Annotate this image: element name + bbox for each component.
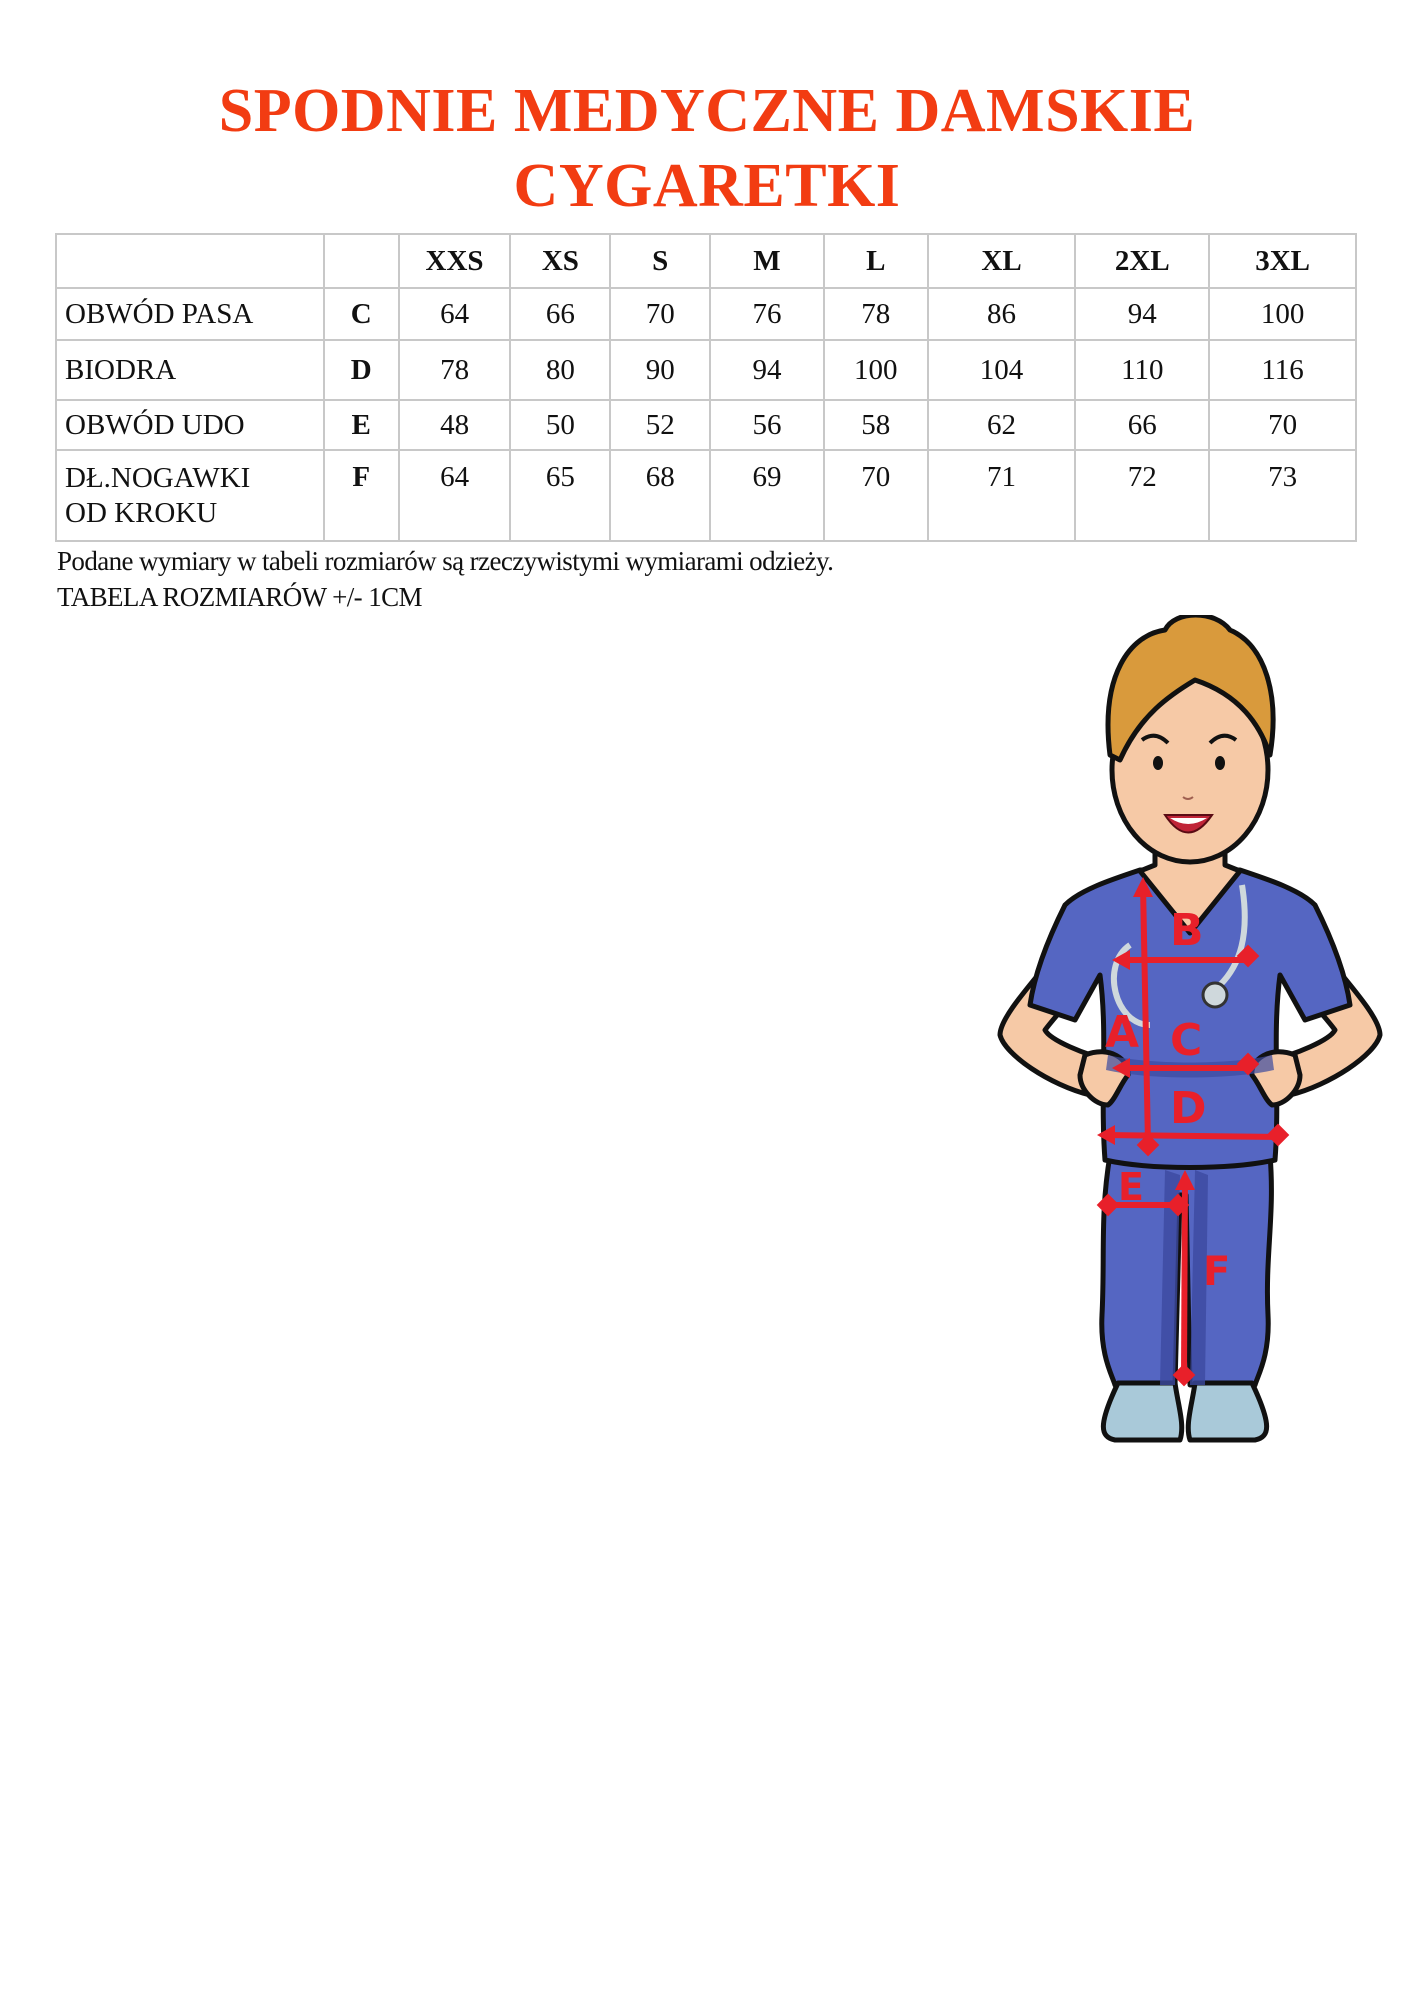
table-row: [56, 288, 1356, 340]
table-cell: 62: [928, 400, 1076, 450]
row-label: BIODRA: [56, 340, 324, 400]
table-cell: 94: [710, 340, 824, 400]
table-cell: 50: [510, 400, 610, 450]
header-empty-cell: [56, 234, 324, 288]
size-header: XS: [510, 234, 610, 288]
size-header: XL: [928, 234, 1076, 288]
measure-line-d: [1105, 1135, 1280, 1137]
marker-e: E: [1118, 1165, 1144, 1209]
table-cell: 100: [1209, 288, 1356, 340]
row-label: OBWÓD UDO: [56, 400, 324, 450]
size-header: M: [710, 234, 824, 288]
table-cell: 90: [610, 340, 710, 400]
measurement-note: Podane wymiary w tabeli rozmiarów są rzeczywistymi wymiarami odzieży.: [57, 546, 834, 576]
row-label: [56, 450, 324, 541]
table-cell: 64: [399, 450, 511, 541]
table-cell: 71: [928, 450, 1076, 541]
table-cell: 80: [510, 340, 610, 400]
measure-line-f: [1184, 1180, 1185, 1375]
table-cell: 100: [824, 340, 928, 400]
table-cell: 66: [510, 288, 610, 340]
table-cell: 104: [928, 340, 1076, 400]
table-cell: 78: [824, 288, 928, 340]
size-table: [55, 233, 1357, 542]
table-cell: 86: [928, 288, 1076, 340]
table-row: [56, 340, 1356, 400]
right-eye: [1215, 756, 1225, 770]
marker-b: B: [1170, 905, 1204, 956]
table-cell: 58: [824, 400, 928, 450]
table-cell: 52: [610, 400, 710, 450]
marker-d: D: [1170, 1083, 1207, 1134]
right-shoe: [1188, 1383, 1266, 1440]
size-header: S: [610, 234, 710, 288]
table-cell: 68: [610, 450, 710, 541]
table-cell: 56: [710, 400, 824, 450]
size-header: XXS: [399, 234, 511, 288]
marker-c: C: [1170, 1015, 1203, 1066]
table-row: [56, 400, 1356, 450]
table-cell: 64: [399, 288, 511, 340]
table-cell: 94: [1075, 288, 1209, 340]
left-eye: [1153, 756, 1163, 770]
table-row: [56, 450, 1356, 541]
marker-a: A: [1105, 1007, 1140, 1058]
page-title-line2: CYGARETKI: [513, 152, 901, 220]
marker-f: F: [1203, 1249, 1231, 1295]
table-cell: 73: [1209, 450, 1356, 541]
size-header: L: [824, 234, 928, 288]
size-header: 3XL: [1209, 234, 1356, 288]
table-cell: 70: [610, 288, 710, 340]
page-title-line1: SPODNIE MEDYCZNE DAMSKIE: [218, 77, 1196, 145]
table-cell: 66: [1075, 400, 1209, 450]
table-cell: 78: [399, 340, 511, 400]
table-cell: 69: [710, 450, 824, 541]
tolerance-note: TABELA ROZMIARÓW +/- 1CM: [57, 582, 422, 612]
row-code: F: [324, 450, 399, 541]
table-cell: 110: [1075, 340, 1209, 400]
nurse-measurement-illustration: [990, 615, 1390, 1465]
row-label-line1: DŁ.NOGAWKI: [65, 462, 251, 494]
table-cell: 70: [1209, 400, 1356, 450]
size-header-row: [56, 234, 1356, 288]
row-code: E: [324, 400, 399, 450]
row-label-line2: OD KROKU: [65, 497, 218, 529]
row-label: OBWÓD PASA: [56, 288, 324, 340]
table-cell: 76: [710, 288, 824, 340]
left-shoe: [1103, 1383, 1181, 1440]
table-cell: 65: [510, 450, 610, 541]
table-cell: 72: [1075, 450, 1209, 541]
header-code-cell: [324, 234, 399, 288]
row-code: D: [324, 340, 399, 400]
row-code: C: [324, 288, 399, 340]
table-cell: 48: [399, 400, 511, 450]
table-cell: 70: [824, 450, 928, 541]
size-header: 2XL: [1075, 234, 1209, 288]
table-cell: 116: [1209, 340, 1356, 400]
